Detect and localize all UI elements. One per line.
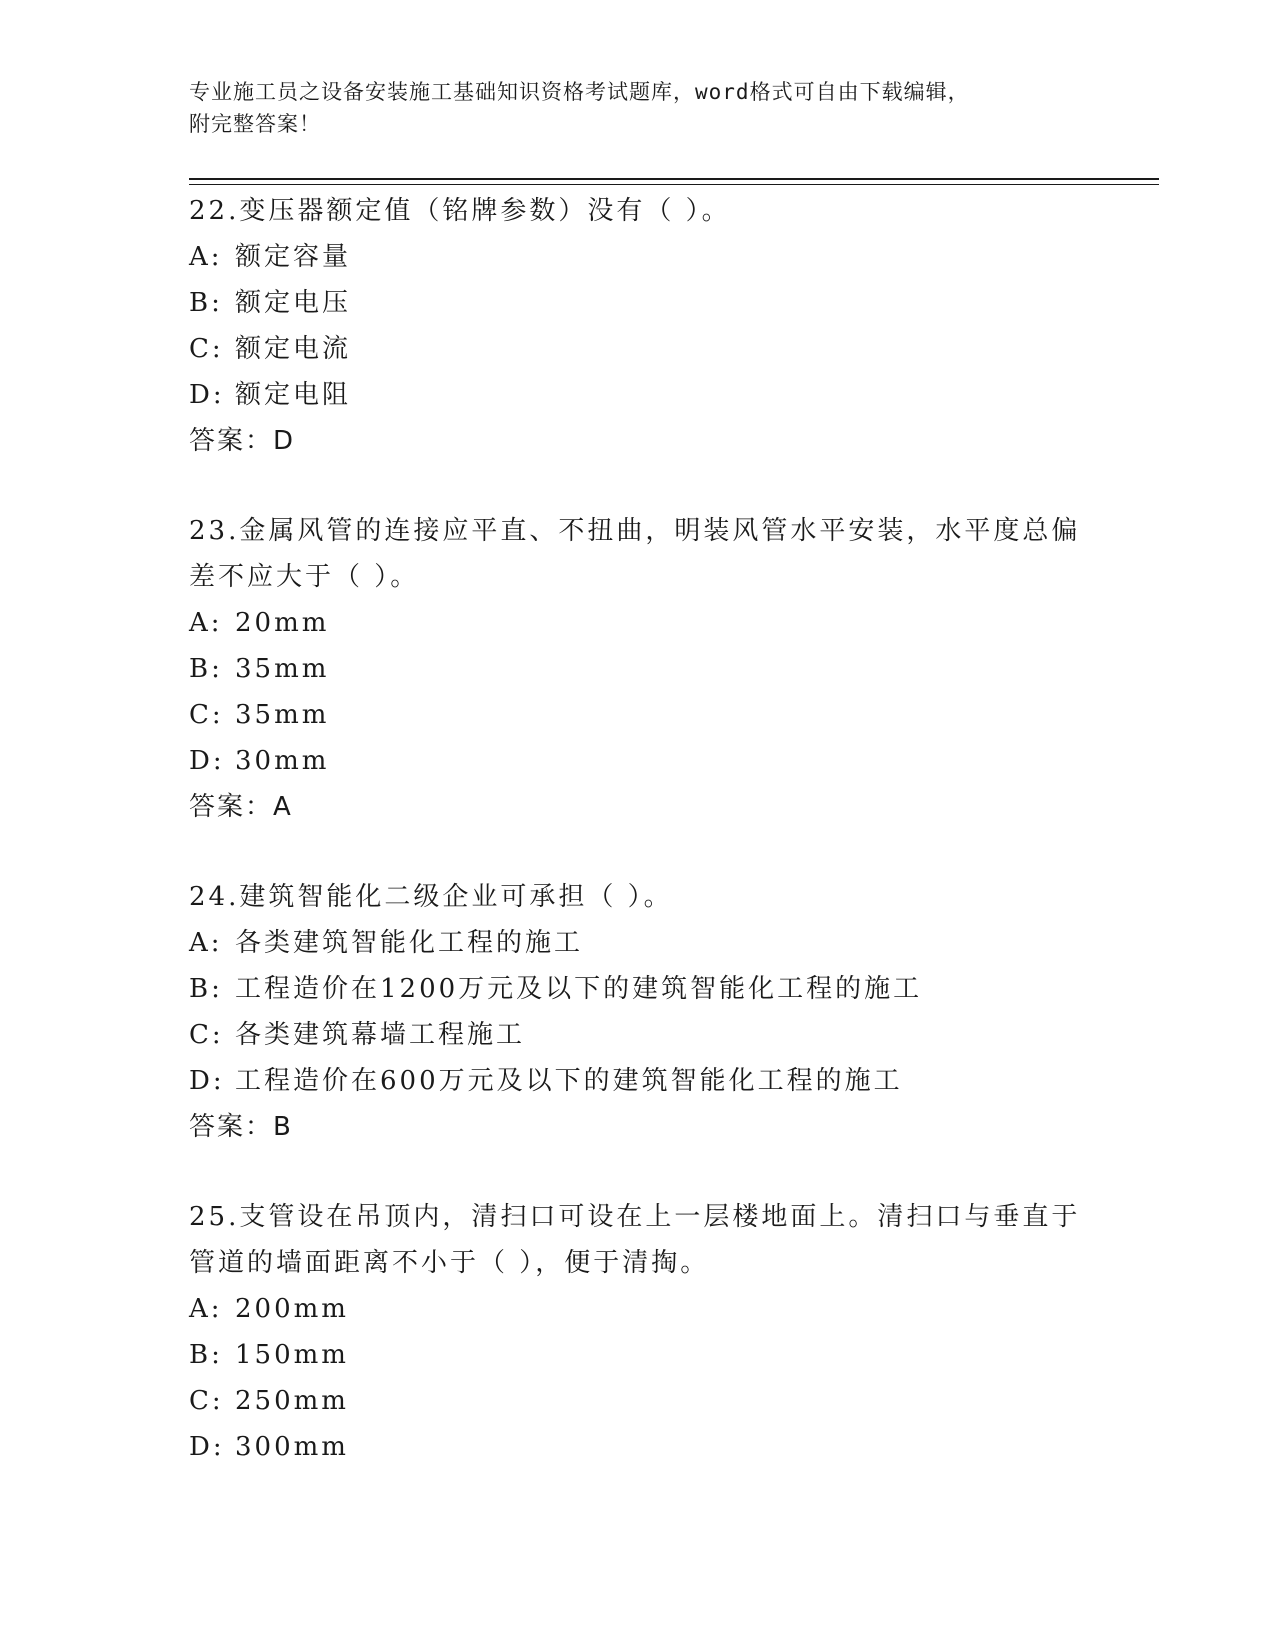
question-block [189,188,1149,464]
question-stem-line: 23.金属风管的连接应平直、不扭曲，明装风管水平安装，水平度总偏 [189,516,1081,546]
question-stem [189,874,1149,920]
answer-option [189,372,1149,418]
option-text: 150mm [235,1340,349,1370]
option-letter: A: [189,1294,223,1324]
question-stem [189,508,1149,600]
option-letter: C: [189,1020,224,1050]
option-text: 300mm [235,1432,349,1462]
answer-option [189,966,1149,1012]
answer-option [189,1424,1149,1470]
question-block [189,874,1149,1150]
question-stem-line: 24.建筑智能化二级企业可承担（ ）。 [189,882,673,912]
answer-key: 答案：B [189,1112,293,1142]
answer-option [189,1378,1149,1424]
option-letter: C: [189,334,224,364]
option-letter: B: [189,974,223,1004]
header-divider-thin [189,184,1159,185]
answer-option [189,234,1149,280]
option-letter: A: [189,928,223,958]
answer-option [189,280,1149,326]
answer-key: 答案：D [189,426,296,456]
option-letter: D: [189,1432,225,1462]
question-stem-line: 22.变压器额定值（铭牌参数）没有（ ）。 [189,196,731,226]
answer-option [189,1286,1149,1332]
option-text: 额定容量 [235,242,352,272]
question-list [189,188,1149,1514]
answer-option [189,326,1149,372]
answer-key: 答案：A [189,792,293,822]
option-text: 各类建筑幕墙工程施工 [235,1020,526,1050]
option-text: 各类建筑智能化工程的施工 [235,928,584,958]
option-text: 工程造价在600万元及以下的建筑智能化工程的施工 [235,1066,903,1096]
question-block [189,508,1149,830]
option-text: 35mm [235,700,330,730]
answer-option [189,692,1149,738]
answer-option [189,738,1149,784]
question-stem-line: 管道的墙面距离不小于（ ），便于清掏。 [189,1248,710,1278]
question-stem [189,188,1149,234]
option-text: 额定电流 [235,334,352,364]
option-text: 35mm [235,654,330,684]
option-letter: B: [189,654,223,684]
answer-option [189,646,1149,692]
option-letter: D: [189,380,225,410]
option-text: 30mm [235,746,330,776]
document-header [189,76,1089,140]
option-text: 额定电压 [235,288,352,318]
option-letter: A: [189,242,223,272]
option-letter: C: [189,1386,224,1416]
option-text: 20mm [235,608,330,638]
header-divider-thick [189,178,1159,180]
option-letter: A: [189,608,223,638]
option-letter: B: [189,1340,223,1370]
answer-option [189,1012,1149,1058]
header-line-2: 附完整答案！ [189,112,321,136]
option-text: 额定电阻 [235,380,352,410]
option-letter: D: [189,746,225,776]
answer-option [189,1332,1149,1378]
answer-option [189,920,1149,966]
question-stem [189,1194,1149,1286]
option-text: 工程造价在1200万元及以下的建筑智能化工程的施工 [235,974,923,1004]
question-block [189,1194,1149,1470]
option-text: 200mm [235,1294,349,1324]
question-stem-line: 25.支管设在吊顶内，清扫口可设在上一层楼地面上。清扫口与垂直于 [189,1202,1081,1232]
header-line-1: 专业施工员之设备安装施工基础知识资格考试题库，word格式可自由下载编辑， [189,80,970,104]
question-stem-line: 差不应大于（ ）。 [189,562,420,592]
option-text: 250mm [235,1386,349,1416]
option-letter: D: [189,1066,225,1096]
answer-option [189,600,1149,646]
option-letter: B: [189,288,223,318]
option-letter: C: [189,700,224,730]
answer-option [189,1058,1149,1104]
